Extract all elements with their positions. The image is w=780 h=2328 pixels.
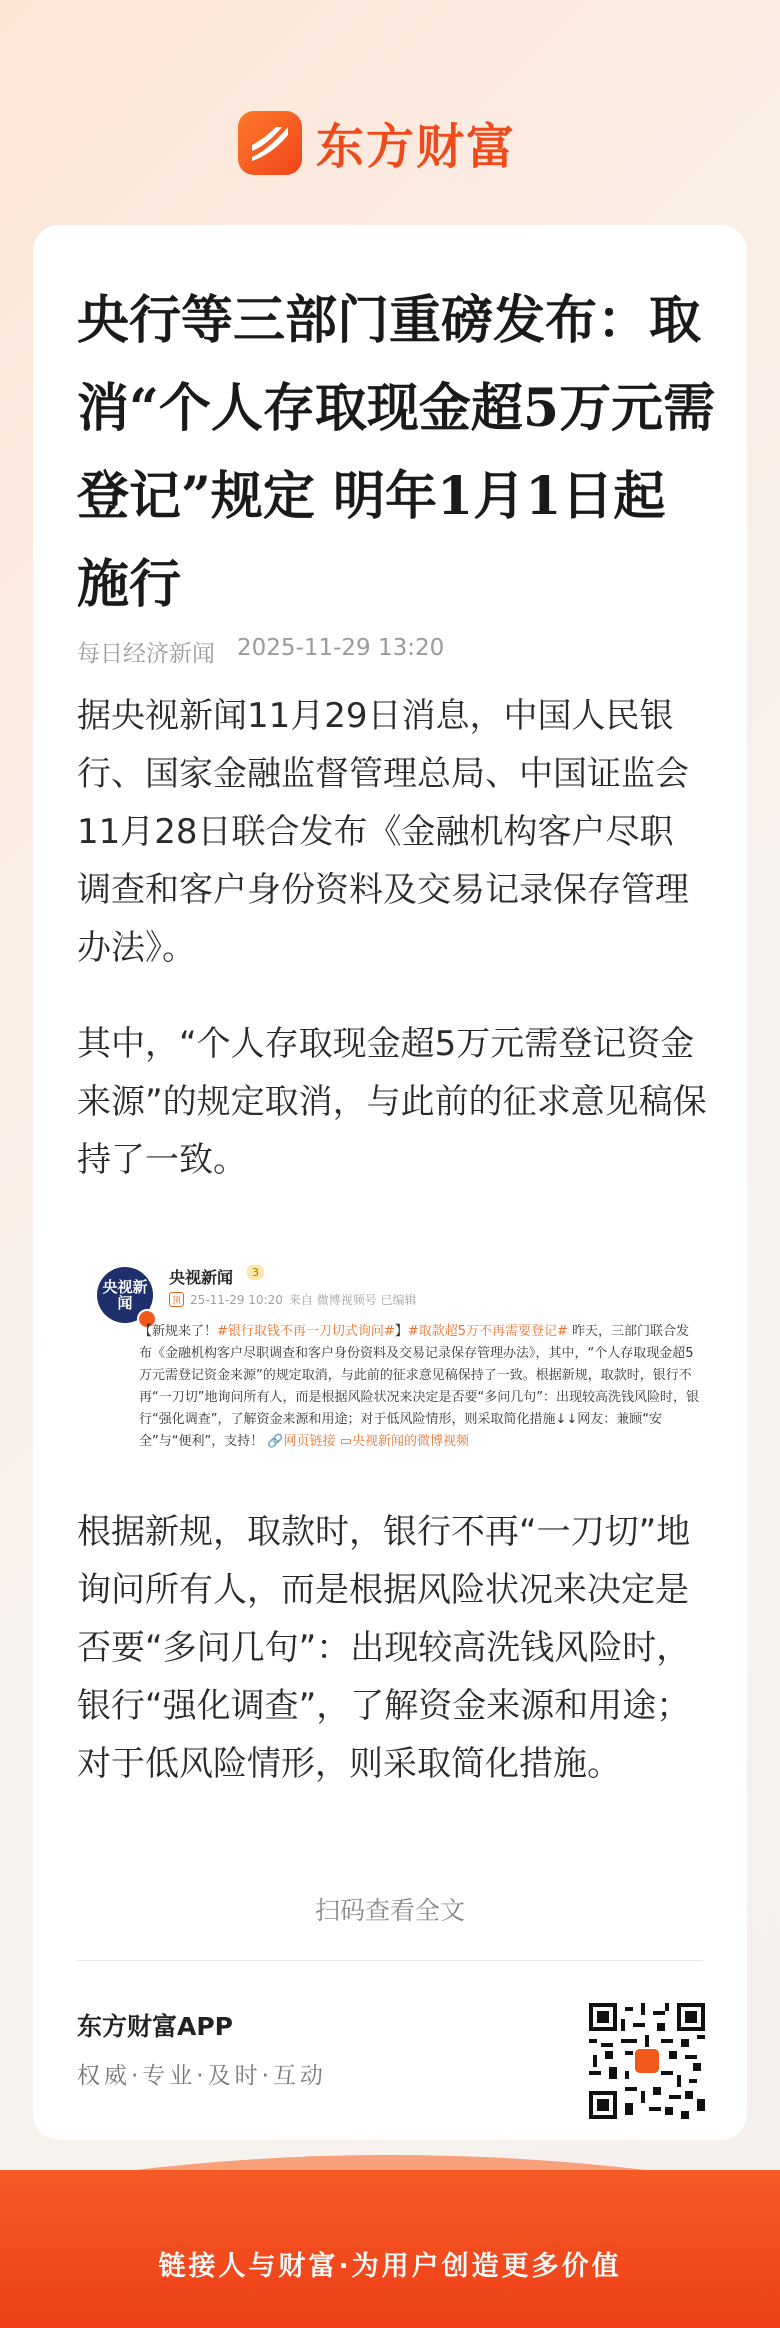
brand-logo-icon	[238, 111, 302, 175]
header	[0, 0, 780, 230]
embedded-weibo-post[interactable]	[77, 1243, 712, 1469]
article-paragraph: 根据新规，取款时，银行不再“一刀切”地询问所有人，而是根据风险状况来决定是否要“多问几句”：出现较高洗钱风险时，银行“强化调查”，了解资金来源和用途；对于低风险情形，则采取简化措施。	[77, 1512, 691, 1784]
app-slogan: 权威·专业·及时·互动	[77, 2063, 327, 2089]
weibo-web-link[interactable]: 网页链接	[283, 1434, 336, 1449]
weibo-via: 来自 微博视频号 已编辑	[288, 1293, 417, 1307]
article-datetime: 2025-11-29 13:20	[237, 635, 445, 661]
divider	[77, 1960, 703, 1961]
weibo-time: 25-11-29 10:20	[190, 1292, 283, 1307]
qr-code[interactable]	[589, 2003, 705, 2119]
article-card	[33, 225, 747, 2140]
video-icon: ▭	[339, 1434, 352, 1449]
brand-logo[interactable]	[238, 108, 516, 177]
article-paragraph: 其中，“个人存取现金超5万元需登记资金来源”的规定取消，与此前的征求意见稿保持了一致。	[77, 1024, 707, 1180]
brand-name: 东方财富	[316, 119, 517, 175]
weibo-top-tag: 顶	[169, 1292, 184, 1307]
weibo-hashtag[interactable]: #取款超5万不再需要登记#	[407, 1324, 568, 1339]
read-more-button[interactable]: 扫码查看全文	[314, 1896, 465, 1925]
weibo-post-meta	[169, 1291, 417, 1308]
weibo-author-name[interactable]: 央视新闻	[169, 1268, 234, 1287]
footer-tagline: 链接人与财富·为用户创造更多价值	[158, 2251, 622, 2282]
weibo-video-link[interactable]: 央视新闻的微博视频	[352, 1434, 470, 1449]
article-meta	[77, 635, 444, 668]
article-paragraph: 据央视新闻11月29日消息，中国人民银行、国家金融监督管理总局、中国证监会11月28日联合发布《金融机构客户尽职调查和客户身份资料及交易记录保存管理办法》。	[77, 696, 689, 968]
crown-badge-icon: 3	[247, 1265, 264, 1280]
article-source: 每日经济新闻	[77, 641, 215, 667]
article-title: 央行等三部门重磅发布：取消“个人存取现金超5万元需登记”规定 明年1月1日起施行	[77, 290, 716, 615]
weibo-post-body: 【新规来了！#银行取钱不再一刀切式询问#】#取款超5万不再需要登记# 昨天，三部门联合发布《金融机构客户尽职调查和客户身份资料及交易记录保存管理办法》，其中，“个人存取现金超5万元需登记资金来源”的规定取消，与此前的征求意见稿保持了一致。根据新规，取款时，银行不再“一刀切”地询问所有人，而是根据风险状况来决定是否要“多问几句”：出现较高洗钱风险时，银行“强化调查”，了解资金来源和用途；对于低风险情形，则采取简化措施↓↓网友：兼顾“安全”与“便利”，支持！ 🔗网页链接 ▭央视新闻的微博视频	[139, 1324, 699, 1449]
weibo-hashtag[interactable]: #银行取钱不再一刀切式询问#	[217, 1324, 395, 1339]
link-icon: 🔗	[267, 1434, 284, 1449]
app-name: 东方财富APP	[77, 2012, 233, 2041]
weibo-avatar[interactable]: 央视新闻	[97, 1267, 153, 1323]
